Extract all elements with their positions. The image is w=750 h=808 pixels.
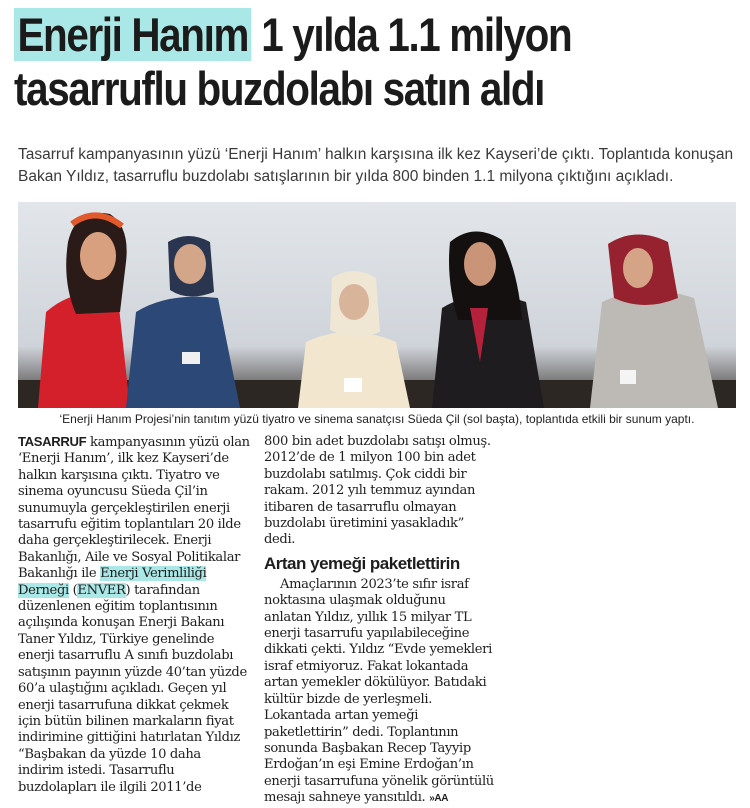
text-run: ) tarafından düzenlenen eğitim toplantısının açılışında konuşan Enerji Bakanı Taner Yıldız, Türkiye genelinde enerji tasarruflu A sınıfı buzdolabı satışının payının yüzde 40’tan yüzde 60’a ulaştığını açıkladı. Geçen yıl enerji tasarrufuna dikkat çekmek için bütün bilinen markaların fiyat indirimine gittiğini hatırlatan Yıldız “Başbakan da yüzde 10 daha indirim istedi. Tasarruflu buzdolapları ile ilgili 2011’de <box>18 582 247 795</box>
photo-illustration <box>18 202 736 408</box>
photo-caption: ‘Enerji Hanım Projesi’nin tanıtım yüzü tiyatro ve sinema sanatçısı Süeda Çil (sol başta), toplantıda etkili bir sunum yaptı. <box>59 412 695 426</box>
lead-word: TASARRUF <box>18 434 87 449</box>
headline-highlight: Enerji Hanım <box>14 8 251 61</box>
headline-rest: 1 yılda 1.1 milyon <box>251 8 572 61</box>
news-photo <box>18 202 736 408</box>
text-run: ( <box>68 582 78 598</box>
headline-line-2: tasarruflu buzdolabı satın aldı <box>14 62 545 115</box>
highlight-enver-name: Enerji Verimliliği Derneği <box>18 566 207 598</box>
text-run: kampanyasının yüzü olan ‘Enerji Hanım’, ilk kez Kayseri’de halkın karşısına çıktı. Tiyatro ve sinema oyuncusu Süeda Çil’in sunumuyla gerçekleştirilen enerji tasarrufu eğitim toplantıları 20 ilde daha gerçekleştirilecek. Enerji Bakanlığı, Aile ve Sosyal Politikalar Bakanlığı ile <box>18 435 250 582</box>
deck-summary: Tasarruf kampanyasının yüzü ‘Enerji Hanım’ halkın karşısına ilk kez Kayseri’de çıktı. Toplantıda konuşan Bakan Yıldız, tasarruflu buzdolabı satışlarının bir yılda 800 binden 1.1 milyona çıktığını açıkladı. <box>18 146 734 185</box>
section-subheading: Artan yemeği paketlettirin <box>264 553 460 573</box>
article-paragraph: 800 bin adet buzdolabı satışı olmuş. 2012’de de 1 milyon 100 bin adet buzdolabı satılmış. Çok ciddi bir rakam. 2012 yılı temmuz ayından itibaren de tasarruflu olmayan buzdolabı üretimini yasakladık” dedi. <box>264 434 491 548</box>
text-run: Amaçlarının 2023’te sıfır israf noktasına ulaşmak olduğunu anlatan Yıldız, yıllık 15 milyar TL enerji tasarrufu yapılabileceğine dikkati çekti. Yıldız “Evde yemekleri israf etmiyoruz. Fakat lokantada artan yemekler dökülüyor. Batıdaki kültür bizde de yerleşmeli. Lokantada artan yemeği paketlettirin” dedi. Toplantının sonunda Başbakan Recep Tayyip Erdoğan’ın eşi Emine Erdoğan’ın enerji tasarrufuna yönelik görüntülü mesajı sahneye yansıtıldı. <box>264 576 494 806</box>
highlight-enver-abbr: ENVER <box>77 582 126 598</box>
article-column-2 <box>264 434 496 808</box>
headline <box>14 8 741 116</box>
article-column-1 <box>18 434 250 796</box>
article-paragraph <box>18 434 250 796</box>
source-endmark: »AA <box>429 793 449 805</box>
headline-line-1 <box>14 8 741 62</box>
article-paragraph <box>264 577 496 808</box>
